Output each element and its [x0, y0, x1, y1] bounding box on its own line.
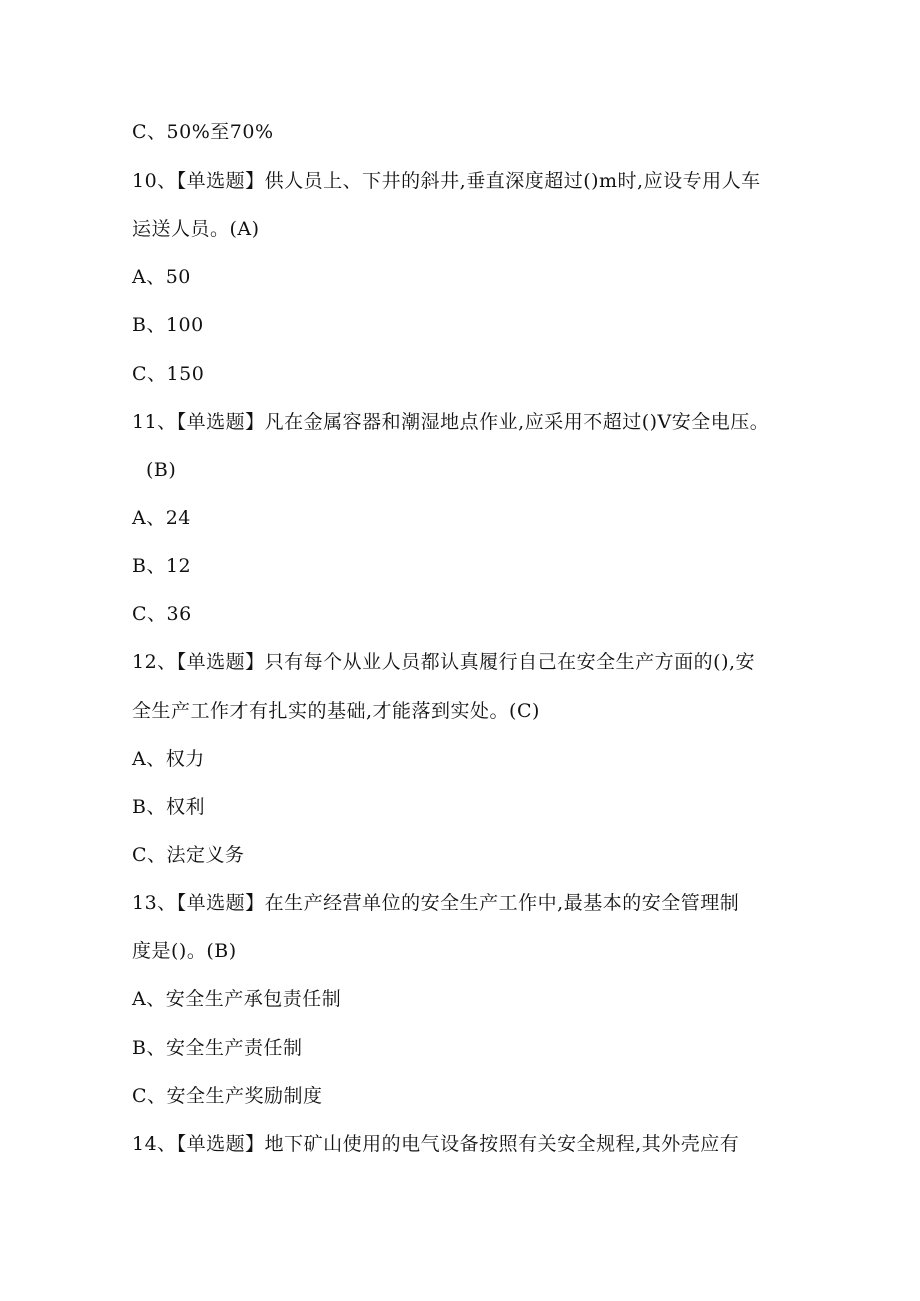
option-c-line: C、50%至70%: [132, 121, 274, 143]
question-13-option-c: C、安全生产奖励制度: [132, 1085, 323, 1107]
question-12-text-cont: 全生产工作才有扎实的基础,才能落到实处。(C): [132, 700, 540, 722]
question-11-option-a: A、24: [132, 507, 191, 529]
question-12-option-b: B、权利: [132, 796, 205, 818]
question-13-option-a: A、安全生产承包责任制: [132, 988, 342, 1010]
question-11-text: 11、【单选题】凡在金属容器和潮湿地点作业,应采用不超过()V安全电压。: [132, 411, 770, 433]
question-12-option-c: C、法定义务: [132, 844, 245, 866]
question-10-text: 10、【单选题】供人员上、下井的斜井,垂直深度超过()m时,应设专用人车: [132, 170, 761, 192]
question-13-option-b: B、安全生产责任制: [132, 1037, 303, 1059]
question-10-option-b: B、100: [132, 314, 204, 336]
question-12-text: 12、【单选题】只有每个从业人员都认真履行自己在安全生产方面的(),安: [132, 651, 756, 673]
question-11-answer: (B): [146, 459, 177, 481]
question-11-option-b: B、12: [132, 555, 192, 577]
question-13-text: 13、【单选题】在生产经营单位的安全生产工作中,最基本的安全管理制: [132, 892, 740, 914]
question-10-option-a: A、50: [132, 266, 191, 288]
question-11-option-c: C、36: [132, 603, 192, 625]
question-10-text-cont: 运送人员。(A): [132, 218, 260, 240]
question-13-text-cont: 度是()。(B): [132, 940, 237, 962]
question-14-text: 14、【单选题】地下矿山使用的电气设备按照有关安全规程,其外壳应有: [132, 1133, 740, 1155]
question-12-option-a: A、权力: [132, 748, 205, 770]
question-10-option-c: C、150: [132, 363, 205, 385]
